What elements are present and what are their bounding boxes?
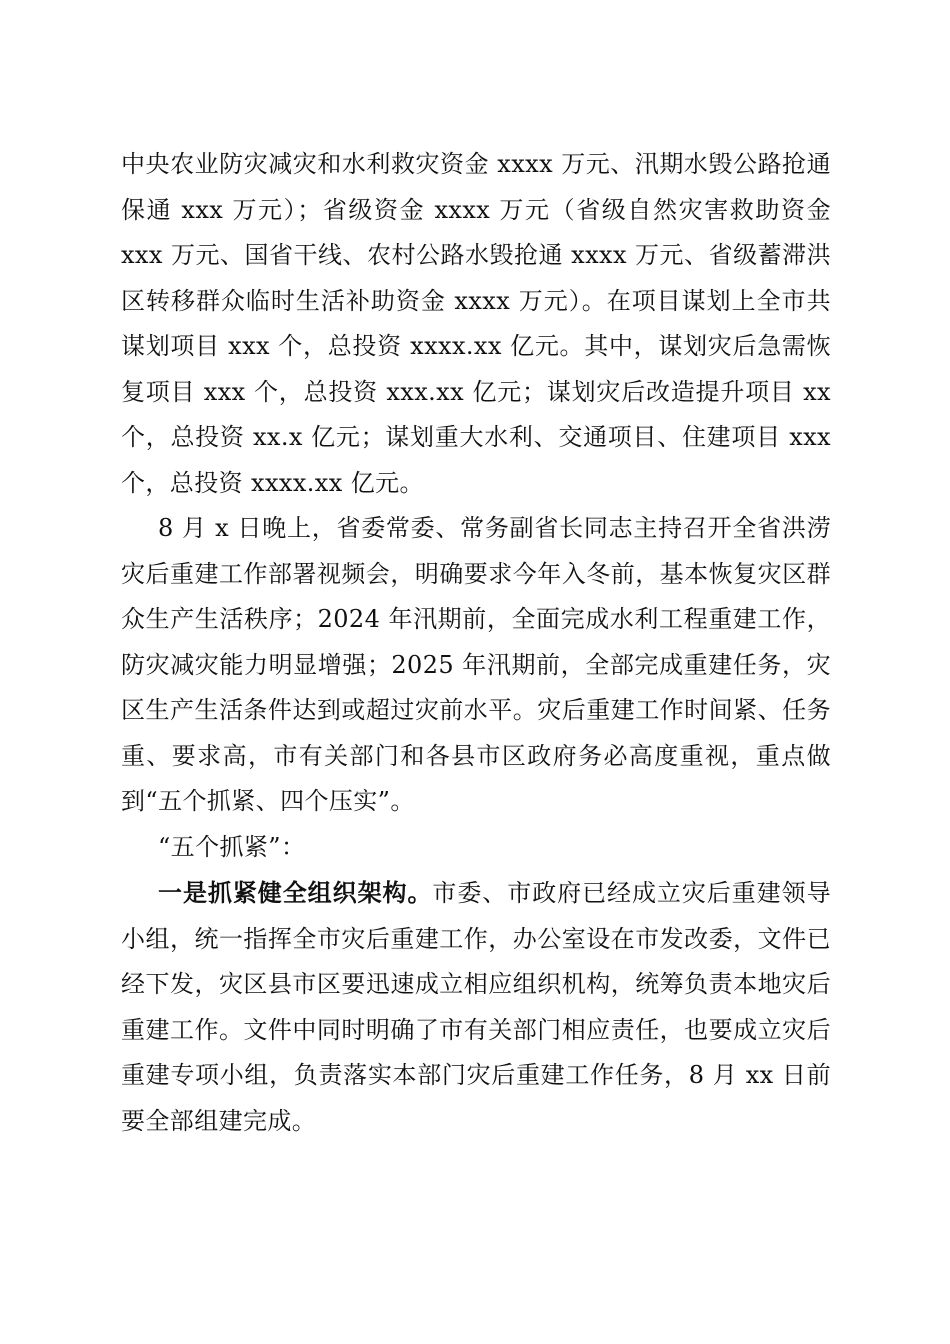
paragraph-item-one	[121, 870, 831, 1144]
document-body	[121, 142, 831, 1144]
paragraph-funding-and-projects: 中央农业防灾减灾和水利救灾资金 xxxx 万元、汛期水毁公路抢通保通 xxx 万元）；省级资金 xxxx 万元（省级自然灾害救助资金 xxx 万元、国省干线、农村公路水毁抢通 xxxx 万元、省级蓄滞洪区转移群众临时生活补助资金 xxxx 万元）。在项目谋划上全市共谋划项目 xxx 个，总投资 xxxx.xx 亿元。其中，谋划灾后急需恢复项目 xxx 个，总投资 xxx.xx 亿元；谋划灾后改造提升项目 xx 个，总投资 xx.x 亿元；谋划重大水利、交通项目、住建项目 xxx 个，总投资 xxxx.xx 亿元。	[121, 150, 831, 497]
item-one-body: 市委、市政府已经成立灾后重建领导小组，统一指挥全市灾后重建工作，办公室设在市发改委，文件已经下发，灾区县市区要迅速成立相应组织机构，统筹负责本地灾后重建工作。文件中同时明确了市有关部门相应责任，也要成立灾后重建专项小组，负责落实本部门灾后重建工作任务，8 月 xx 日前要全部组建完成。	[121, 879, 831, 1135]
section-heading-five-priorities: “五个抓紧”：	[158, 832, 306, 861]
paragraph-reconstruction-meeting: 8 月 x 日晚上，省委常委、常务副省长同志主持召开全省洪涝灾后重建工作部署视频会，明确要求今年入冬前，基本恢复灾区群众生产生活秩序；2024 年汛期前，全面完成水利工程重建工作，防灾减灾能力明显增强；2025 年汛期前，全部完成重建任务，灾区生产生活条件达到或超过灾前水平。灾后重建工作时间紧、任务重、要求高，市有关部门和各县市区政府务必高度重视，重点做到“五个抓紧、四个压实”。	[121, 514, 831, 815]
item-one-lead: 一是抓紧健全组织架构。	[158, 878, 433, 907]
